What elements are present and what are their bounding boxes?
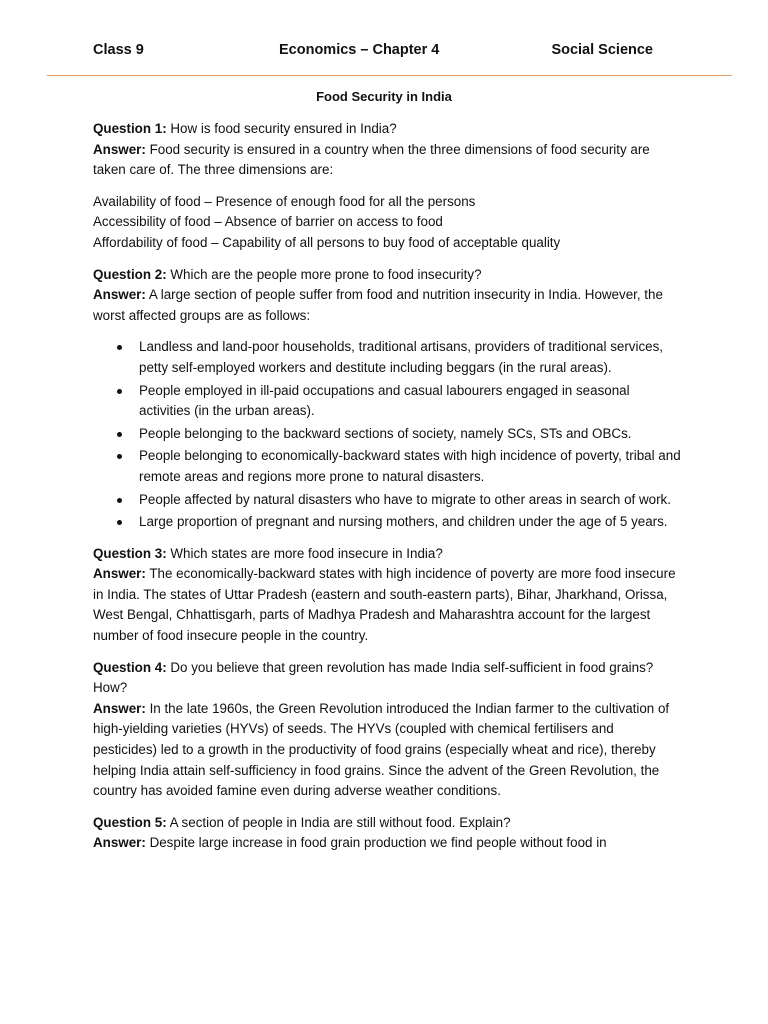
answer-text: Food security is ensured in a country when the three dimensions of food security are taken care of. The three dimensions are: [93,141,650,178]
qa-block-1 [93,119,681,181]
list-item: Landless and land-poor households, traditional artisans, providers of traditional services, petty self-employed workers and destitute including beggars (in the rural areas). [139,337,681,378]
qa-block-2 [93,265,681,327]
dimension-item: Affordability of food – Capability of all persons to buy food of acceptable quality [93,234,561,250]
header-category: Social Science [551,42,653,58]
answer-5 [93,833,681,854]
question-label: Question 4: [93,659,167,675]
question-2 [93,265,681,286]
affected-groups-list [93,337,681,532]
header-divider [47,75,732,76]
page-title: Food Security in India [316,89,452,104]
question-label: Question 1: [93,121,167,136]
dimension-item: Accessibility of food – Absence of barrier on access to food [93,214,443,230]
question-text: Which states are more food insecure in India? [166,545,443,561]
list-item: People employed in ill-paid occupations and casual labourers engaged in seasonal activities (in the urban areas). [139,381,681,422]
answer-text: Despite large increase in food grain production we find people without food in [145,835,607,851]
question-text: Do you believe that green revolution has made India self-sufficient in food grains? How? [93,659,654,696]
question-label: Question 5: [93,814,167,830]
answer-1 [93,140,681,181]
document-body [93,119,681,865]
question-text: How is food security ensured in India? [166,121,397,136]
question-text: Which are the people more prone to food insecurity? [166,266,482,282]
qa-block-4 [93,658,681,802]
answer-label: Answer: [93,141,146,157]
answer-text: A large section of people suffer from food and nutrition insecurity in India. However, the worst affected groups are as follows: [93,287,663,323]
header-subject-chapter: Economics – Chapter 4 [279,42,440,58]
answer-2 [93,285,681,326]
list-item: Large proportion of pregnant and nursing mothers, and children under the age of 5 years. [139,512,681,533]
answer-label: Answer: [93,700,146,716]
answer-3 [93,564,681,646]
list-item: People belonging to the backward sections of society, namely SCs, STs and OBCs. [139,424,681,445]
answer-label: Answer: [93,835,146,851]
food-security-dimensions [93,192,681,254]
answer-text: The economically-backward states with high incidence of poverty are more food insecure in India. The states of Uttar Pradesh (eastern and south-eastern parts), Bihar, Jharkhand, Orissa, West Bengal, Chhattisgarh, parts of Madhya Pradesh and Maharashtra account for the largest number of food insecure people in the country. [93,566,676,644]
list-item: People belonging to economically-backward states with high incidence of poverty, tribal and remote areas and regions more prone to natural disasters. [139,446,681,487]
answer-text: In the late 1960s, the Green Revolution introduced the Indian farmer to the cultivation of high-yielding varieties (HYVs) of seeds. The HYVs (coupled with chemical fertilisers and pesticides) led to a growth in the productivity of food grains (especially wheat and rice), thereby helping India attain self-sufficiency in food grains. Since the advent of the Green Revolution, the country has avoided famine even during adverse weather conditions. [93,700,670,799]
answer-label: Answer: [93,566,146,582]
qa-block-3 [93,544,681,647]
answer-4 [93,699,681,802]
dimension-item: Availability of food – Presence of enough food for all the persons [93,193,476,209]
question-5 [93,813,681,834]
page-header [93,42,653,64]
answer-label: Answer: [93,287,146,303]
list-item: People affected by natural disasters who have to migrate to other areas in search of work. [139,490,681,511]
question-label: Question 2: [93,266,167,282]
question-text: A section of people in India are still without food. Explain? [166,814,511,830]
question-label: Question 3: [93,545,167,561]
question-1 [93,119,681,140]
qa-block-5 [93,813,681,854]
header-class: Class 9 [93,42,144,58]
question-3 [93,544,681,565]
question-4 [93,658,681,699]
